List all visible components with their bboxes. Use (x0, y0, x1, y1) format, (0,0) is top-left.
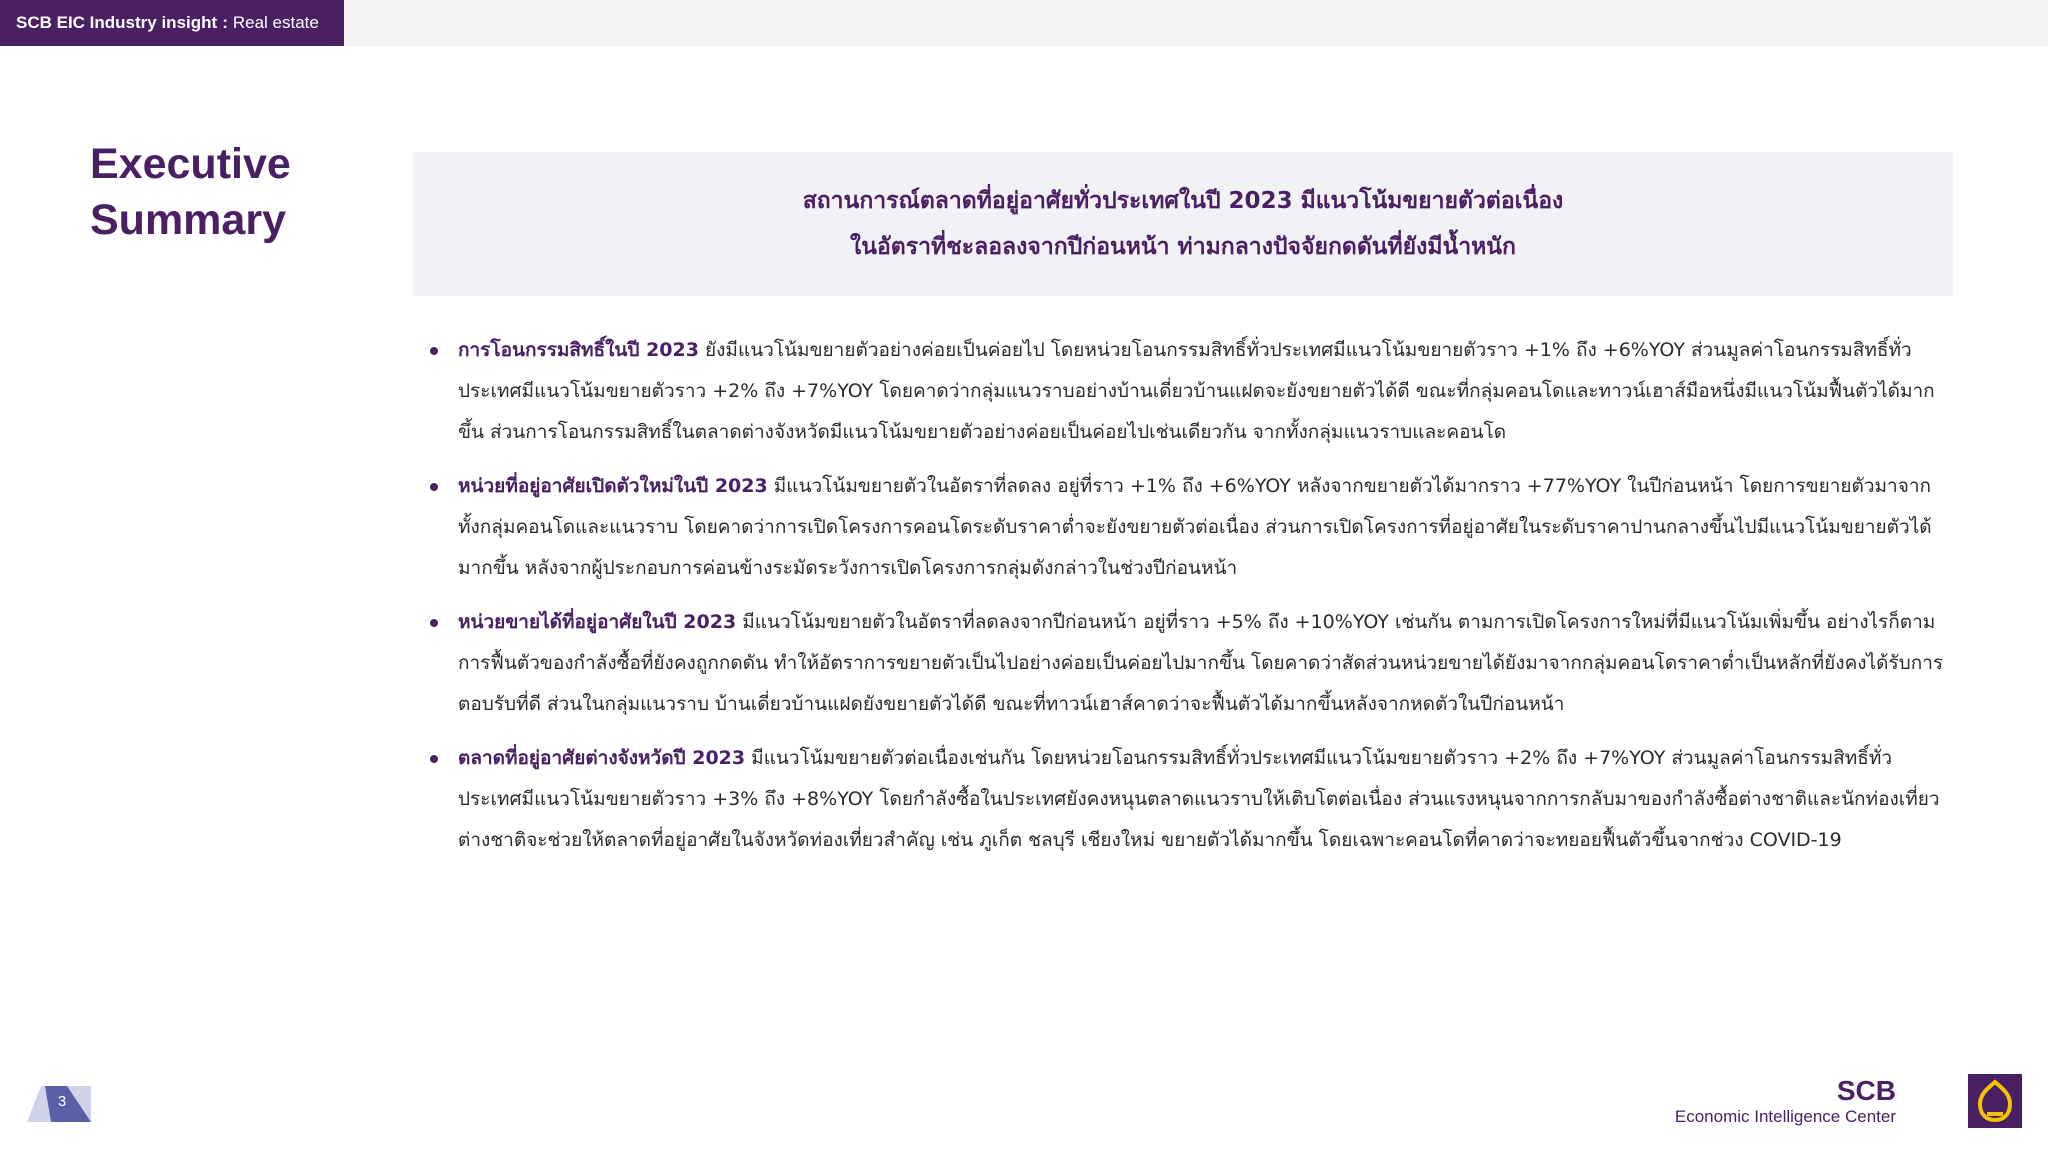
bullet-dot-icon (430, 619, 438, 627)
bullet-item (430, 466, 1950, 589)
bullet-item (430, 738, 1950, 861)
bullet-dot-icon (430, 347, 438, 355)
footer-brand (1675, 1076, 1896, 1128)
page-title-line1: Executive (90, 140, 291, 188)
page-title (90, 136, 330, 248)
headline-panel (413, 152, 1953, 296)
headline-line2: ในอัตราที่ชะลอลงจากปีก่อนหน้า ท่ามกลางปัจจัยกดดันที่ยังมีน้ำหนัก (850, 234, 1516, 260)
header-section: Real estate (232, 13, 319, 32)
summary-bullets (430, 330, 1950, 874)
headline-line1: สถานการณ์ตลาดที่อยู่อาศัยทั่วประเทศในปี 2023 มีแนวโน้มขยายตัวต่อเนื่อง (802, 188, 1564, 214)
bullet-item (430, 602, 1950, 725)
bullet-dot-icon (430, 755, 438, 763)
bullet-text: มีแนวโน้มขยายตัวในอัตราที่ลดลงจากปีก่อนหน้า อยู่ที่ราว +5% ถึง +10%YOY เช่นกัน ตามการเปิดโครงการใหม่ที่มีแนวโน้มเพิ่มขึ้น อย่างไรก็ตาม การฟื้นตัวของกำลังซื้อที่ยังคงถูกกดดัน ทำให้อัตราการขยายตัวเป็นไปอย่างค่อยเป็นค่อยไปมากขึ้น โดยคาดว่าสัดส่วนหน่วยขายได้ยังมาจากกลุ่มคอนโดราคาต่ำเป็นหลักที่ยังคงได้รับการตอบรับที่ดี ส่วนในกลุ่มแนวราบ บ้านเดี่ยวบ้านแฝดยังขยายตัวได้ดี ขณะที่ทาวน์เฮาส์คาดว่าจะฟื้นตัวได้มากขึ้นหลังจากหดตัวในปีก่อนหน้า (458, 611, 1944, 715)
brand-subtitle: Economic Intelligence Center (1674, 1107, 1896, 1126)
bullet-lead: หน่วยที่อยู่อาศัยเปิดตัวใหม่ในปี 2023 (458, 475, 768, 497)
header-tag (0, 0, 344, 46)
header-brand-label: SCB EIC Industry insight (16, 13, 218, 32)
header-separator: : (222, 13, 228, 32)
page-number: 3 (57, 1093, 67, 1110)
bullet-text: มีแนวโน้มขยายตัวต่อเนื่องเช่นกัน โดยหน่วยโอนกรรมสิทธิ์ทั่วประเทศมีแนวโน้มขยายตัวราว +2% ถึง +7%YOY ส่วนมูลค่าโอนกรรมสิทธิ์ทั่วประเทศมีแนวโน้มขยายตัวราว +3% ถึง +8%YOY โดยกำลังซื้อในประเทศยังคงหนุนตลาดแนวราบให้เติบโตต่อเนื่อง ส่วนแรงหนุนจากการกลับมาของกำลังซื้อต่างชาติและนักท่องเที่ยวต่างชาติจะช่วยให้ตลาดที่อยู่อาศัยในจังหวัดท่องเที่ยวสำคัญ เช่น ภูเก็ต ชลบุรี เชียงใหม่ ขยายตัวได้มากขึ้น โดยเฉพาะคอนโดที่คาดว่าจะทยอยฟื้นตัวขึ้นจากช่วง COVID-19 (458, 747, 1940, 851)
page-title-line2: Summary (90, 196, 286, 244)
bullet-item (430, 330, 1950, 453)
brand-name: SCB (1836, 1075, 1896, 1106)
bullet-text: มีแนวโน้มขยายตัวในอัตราที่ลดลง อยู่ที่ราว +1% ถึง +6%YOY หลังจากขยายตัวได้มากราว +77%YOY ในปีก่อนหน้า โดยการขยายตัวมาจากทั้งกลุ่มคอนโดและแนวราบ โดยคาดว่าการเปิดโครงการคอนโดระดับราคาต่ำจะยังขยายตัวต่อเนื่อง ส่วนการเปิดโครงการที่อยู่อาศัยในระดับราคาปานกลางขึ้นไปมีแนวโน้มขยายตัวได้มากขึ้น หลังจากผู้ประกอบการค่อนข้างระมัดระวังการเปิดโครงการกลุ่มดังกล่าวในช่วงปีก่อนหน้า (458, 475, 1932, 579)
bullet-lead: การโอนกรรมสิทธิ์ในปี 2023 (458, 339, 699, 361)
bullet-lead: ตลาดที่อยู่อาศัยต่างจังหวัดปี 2023 (458, 747, 746, 769)
scb-logo-icon (1968, 1074, 2022, 1128)
bullet-text: ยังมีแนวโน้มขยายตัวอย่างค่อยเป็นค่อยไป โดยหน่วยโอนกรรมสิทธิ์ทั่วประเทศมีแนวโน้มขยายตัวราว +1% ถึง +6%YOY ส่วนมูลค่าโอนกรรมสิทธิ์ทั่วประเทศมีแนวโน้มขยายตัวราว +2% ถึง +7%YOY โดยคาดว่ากลุ่มแนวราบอย่างบ้านเดี่ยวบ้านแฝดจะยังขยายตัวได้ดี ขณะที่กลุ่มคอนโดและทาวน์เฮาส์มือหนึ่งมีแนวโน้มฟื้นตัวได้มากขึ้น ส่วนการโอนกรรมสิทธิ์ในตลาดต่างจังหวัดมีแนวโน้มขยายตัวอย่างค่อยเป็นค่อยไปเช่นเดียวกัน จากทั้งกลุ่มแนวราบและคอนโด (458, 339, 1935, 443)
bullet-dot-icon (430, 483, 438, 491)
bullet-lead: หน่วยขายได้ที่อยู่อาศัยในปี 2023 (458, 611, 737, 633)
